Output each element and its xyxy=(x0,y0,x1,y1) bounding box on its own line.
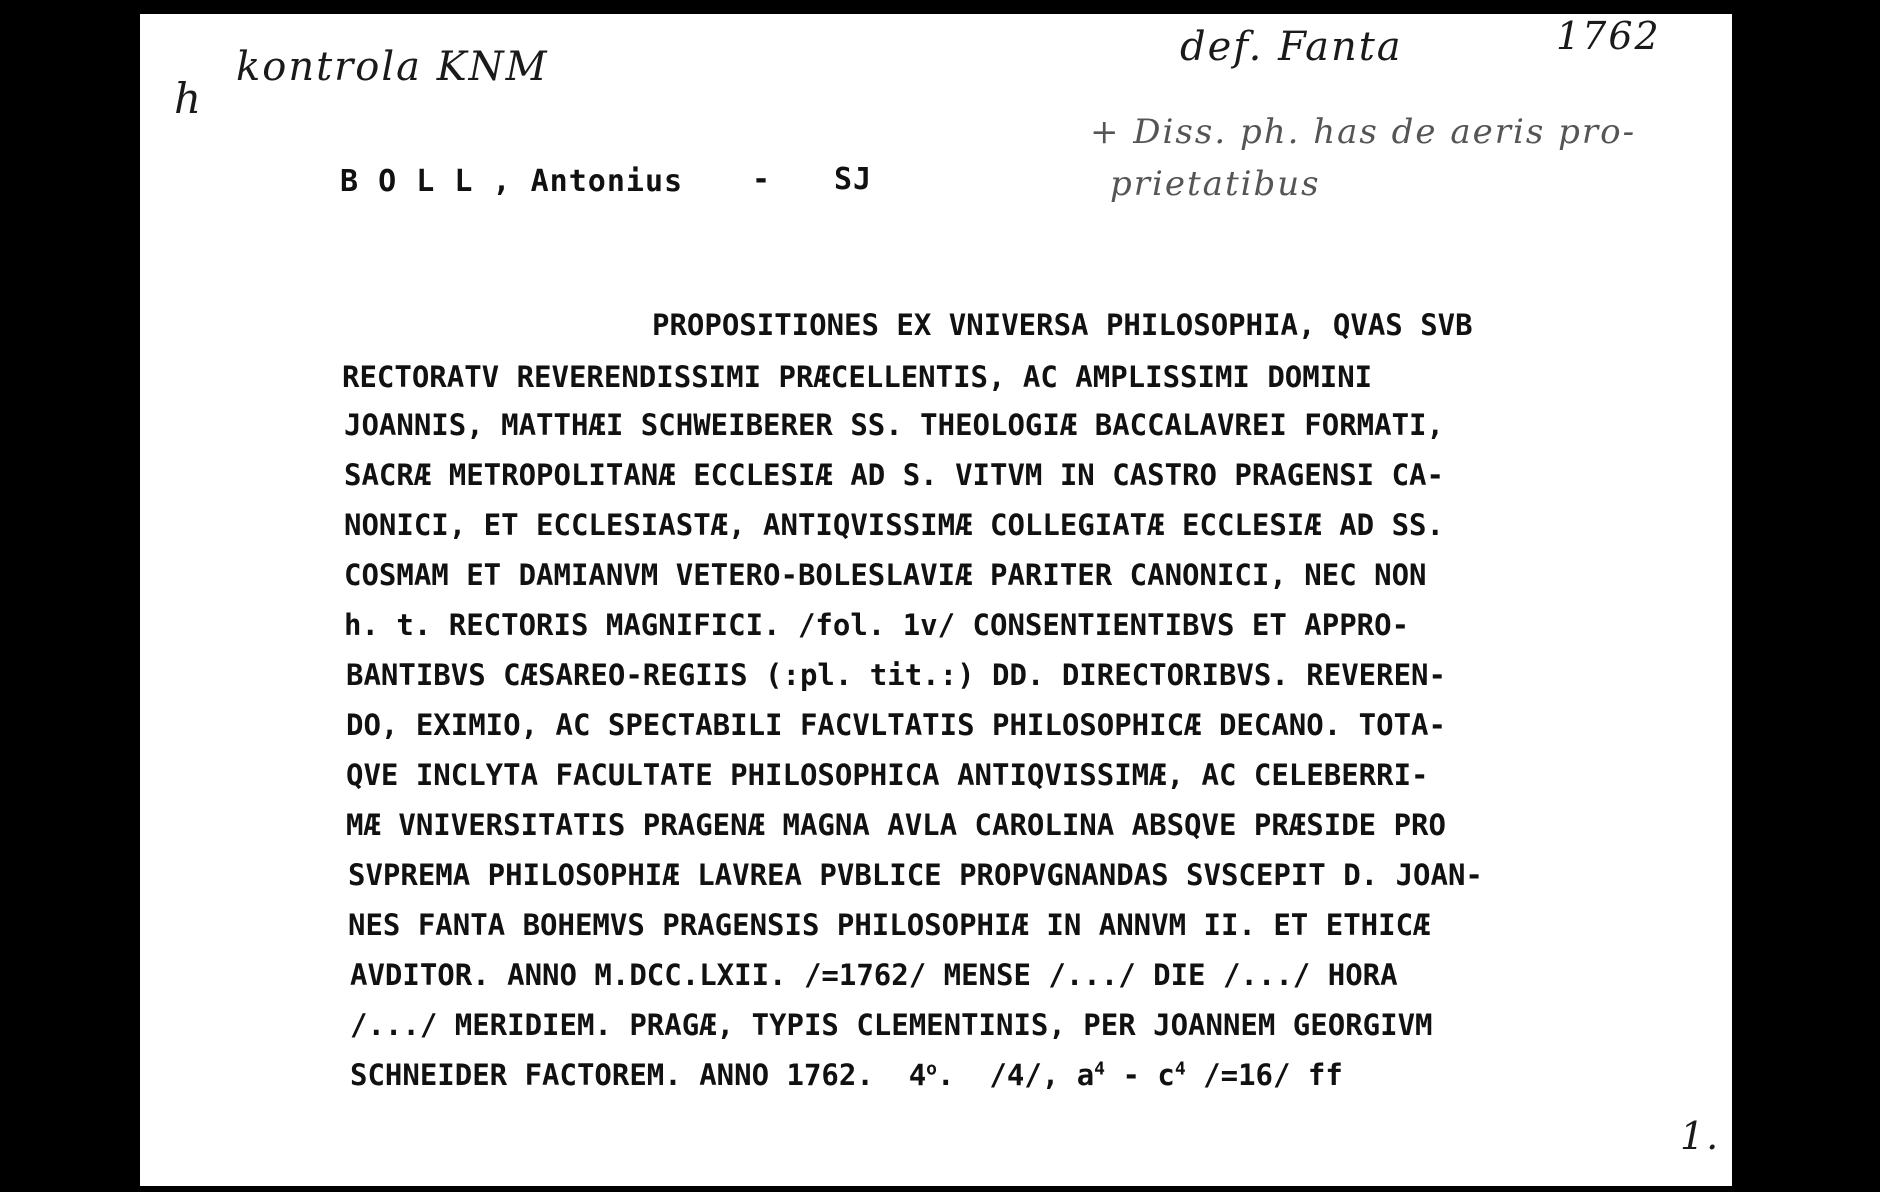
body-line: /.../ MERIDIEM. PRAGÆ, TYPIS CLEMENTINIS, PER JOANNEM GEORGIVM xyxy=(350,1008,1433,1042)
body-line: BANTIBVS CÆSAREO-REGIIS (:pl. tit.:) DD. DIRECTORIBVS. REVEREN- xyxy=(346,658,1446,692)
handwritten-def-fanta: def. Fanta xyxy=(1180,24,1403,70)
handwritten-side-note-line-2: prietatibus xyxy=(1110,164,1321,204)
collation-superscript-c: 4 xyxy=(1174,1058,1186,1080)
last-line-prefix: SCHNEIDER FACTOREM. ANNO 1762. 4 xyxy=(350,1058,927,1092)
handwritten-check-mark: h xyxy=(174,74,204,123)
handwritten-side-note-line-1: + Diss. ph. has de aeris pro- xyxy=(1090,112,1637,152)
collation-superscript-a: 4 xyxy=(1094,1058,1105,1080)
body-line: RECTORATV REVERENDISSIMI PRÆCELLENTIS, AC AMPLISSIMI DOMINI xyxy=(342,360,1373,394)
body-last-line xyxy=(350,1058,1343,1092)
body-line: SVPREMA PHILOSOPHIÆ LAVREA PVBLICE PROPVGNANDAS SVSCEPIT D. JOAN- xyxy=(348,858,1483,892)
handwritten-card-number: 1. xyxy=(1680,1114,1721,1158)
body-line: QVE INCLYTA FACULTATE PHILOSOPHICA ANTIQVISSIMÆ, AC CELEBERRI- xyxy=(346,758,1429,792)
body-line: SACRÆ METROPOLITANÆ ECCLESIÆ AD S. VITVM IN CASTRO PRAGENSI CA- xyxy=(344,458,1444,492)
catalog-card xyxy=(140,14,1732,1186)
body-line: MÆ VNIVERSITATIS PRAGENÆ MAGNA AVLA CAROLINA ABSQVE PRÆSIDE PRO xyxy=(346,808,1446,842)
body-line: AVDITOR. ANNO M.DCC.LXII. /=1762/ MENSE /.../ DIE /.../ HORA xyxy=(350,958,1398,992)
handwritten-year: 1762 xyxy=(1556,14,1661,58)
body-line: JOANNIS, MATTHÆI SCHWEIBERER SS. THEOLOGIÆ BACCALAVREI FORMATI, xyxy=(344,408,1444,442)
last-line-collation: . /4/, a xyxy=(937,1058,1095,1092)
author-name: B O L L , Antonius xyxy=(340,164,684,199)
last-line-collation-c: - c xyxy=(1105,1058,1175,1092)
author-dash: - xyxy=(752,162,772,197)
body-line: h. t. RECTORIS MAGNIFICI. /fol. 1v/ CONSENTIENTIBVS ET APPRO- xyxy=(344,608,1410,642)
religious-order: SJ xyxy=(834,162,873,197)
body-line: DO, EXIMIO, AC SPECTABILI FACVLTATIS PHILOSOPHICÆ DECANO. TOTA- xyxy=(346,708,1446,742)
format-degree-mark: o xyxy=(926,1058,938,1080)
body-line: PROPOSITIONES EX VNIVERSA PHILOSOPHIA, QVAS SVB xyxy=(652,308,1473,342)
body-line: NES FANTA BOHEMVS PRAGENSIS PHILOSOPHIÆ IN ANNVM II. ET ETHICÆ xyxy=(348,908,1431,942)
handwritten-kontrola-note: kontrola KNM xyxy=(236,44,549,90)
last-line-folio-count: /=16/ ff xyxy=(1185,1058,1343,1092)
body-line: COSMAM ET DAMIANVM VETERO-BOLESLAVIÆ PARITER CANONICI, NEC NON xyxy=(344,558,1427,592)
body-line: NONICI, ET ECCLESIASTÆ, ANTIQVISSIMÆ COLLEGIATÆ ECCLESIÆ AD SS. xyxy=(344,508,1444,542)
